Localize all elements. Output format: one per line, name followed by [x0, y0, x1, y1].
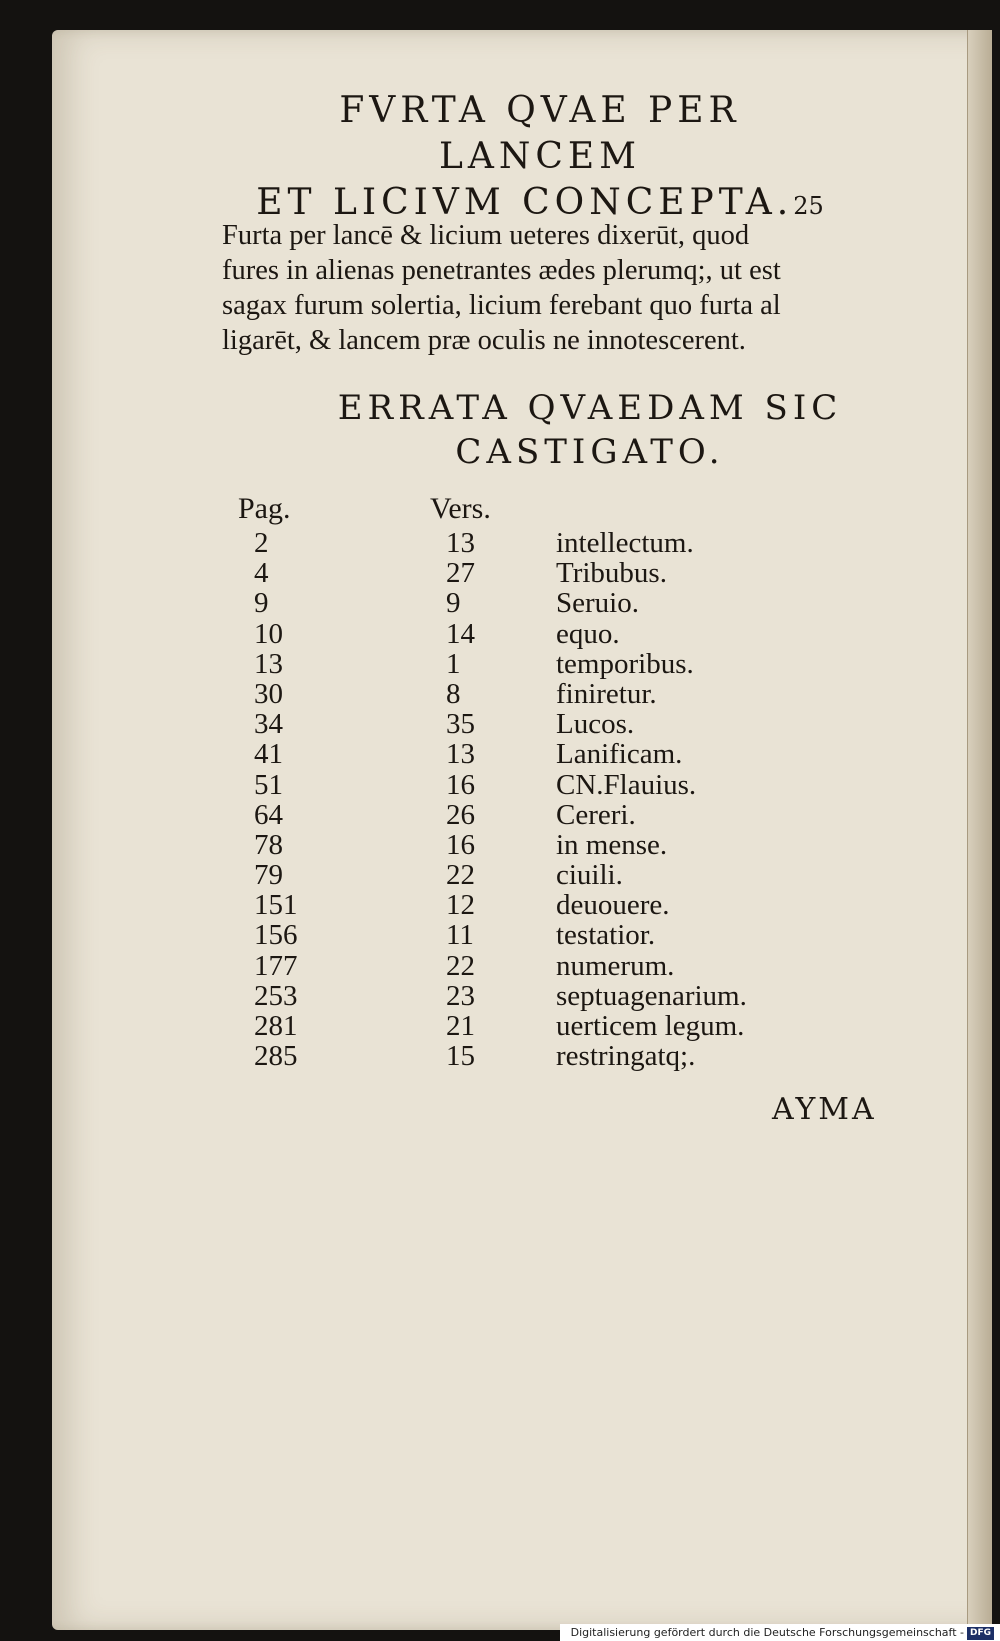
errata-row: [230, 860, 870, 890]
correction: temporibus.: [556, 647, 694, 680]
correction: numerum.: [556, 949, 675, 982]
page-number: 4: [254, 557, 269, 590]
verse-number: 1: [446, 647, 461, 680]
correction: ciuili.: [556, 859, 623, 892]
verse-number: 14: [446, 617, 475, 650]
heading-line-1: FVRTA QVAE PER LANCEM: [339, 90, 741, 177]
correction: uerticem legum.: [556, 1010, 745, 1042]
page-number: 151: [254, 889, 298, 922]
correction: Seruio.: [556, 587, 639, 620]
verse-number: 8: [446, 677, 461, 710]
verse-number: 13: [446, 527, 475, 559]
verse-number: 16: [446, 768, 475, 801]
correction: testatior.: [556, 919, 656, 952]
page-number: 285: [254, 1040, 298, 1073]
catchword: AYMA: [772, 1092, 877, 1127]
correction: deuouere.: [556, 889, 670, 922]
correction: Tribubus.: [556, 557, 667, 590]
page-number: 253: [254, 979, 298, 1012]
errata-row: [230, 981, 870, 1011]
correction: restringatq;.: [556, 1040, 696, 1073]
page-number: 41: [254, 738, 283, 771]
errata-row: [230, 1041, 870, 1071]
correction: Cereri.: [556, 798, 636, 831]
correction: equo.: [556, 617, 620, 650]
verse-number: 13: [446, 738, 475, 771]
page-number: 34: [254, 708, 283, 741]
correction: Lanificam.: [556, 738, 683, 771]
errata-row: [230, 649, 870, 679]
verse-number: 12: [446, 889, 475, 922]
errata-heading-line-2: CASTIGATO.: [455, 432, 725, 472]
correction: in mense.: [556, 828, 668, 861]
verse-number: 22: [446, 949, 475, 982]
page-number: 2: [254, 527, 269, 559]
errata-row: [230, 890, 870, 920]
errata-row: [230, 770, 870, 800]
page-number: 10: [254, 617, 283, 650]
errata-heading-line-1: ERRATA QVAEDAM SIC: [337, 388, 843, 428]
errata-row: [230, 830, 870, 860]
correction: septuagenarium.: [556, 979, 747, 1012]
errata-heading: [300, 386, 880, 474]
page-number: 156: [254, 919, 298, 952]
dfg-logo: DFG: [967, 1627, 994, 1640]
paragraph-line: fures in alienas penetrantes ædes plerumq;, ut est: [222, 255, 781, 286]
verse-number: 21: [446, 1010, 475, 1042]
page-number: 51: [254, 768, 283, 801]
column-header-vers: Vers.: [430, 492, 491, 525]
errata-row: [230, 1011, 870, 1041]
paragraph-line: sagax furum solertia, licium ferebant quo furta al: [222, 290, 781, 321]
page-number: 177: [254, 949, 298, 982]
page-number: 281: [254, 1010, 298, 1042]
page-number: 64: [254, 798, 283, 831]
page-number: 30: [254, 677, 283, 710]
correction: intellectum.: [556, 527, 694, 559]
credit-text: Digitalisierung gefördert durch die Deutsche Forschungsgemeinschaft -: [570, 1626, 964, 1639]
correction: Lucos.: [556, 708, 635, 741]
page-number: 78: [254, 828, 283, 861]
page-number: 9: [254, 587, 269, 620]
verse-number: 16: [446, 828, 475, 861]
digitization-credit: [560, 1624, 1000, 1641]
errata-row: [230, 619, 870, 649]
errata-row: [230, 920, 870, 950]
page-number: 13: [254, 647, 283, 680]
errata-row: [230, 739, 870, 769]
errata-row: [230, 588, 870, 618]
verse-number: 26: [446, 798, 475, 831]
verse-number: 35: [446, 708, 475, 741]
column-header-pag: Pag.: [238, 492, 291, 525]
verse-number: 15: [446, 1040, 475, 1073]
verse-number: 23: [446, 979, 475, 1012]
folio-number: 25: [793, 192, 824, 220]
page-edge: [967, 30, 992, 1630]
verse-number: 9: [446, 587, 461, 620]
section-heading-furta: [240, 88, 840, 229]
correction: finiretur.: [556, 677, 657, 710]
errata-row: [230, 800, 870, 830]
verse-number: 22: [446, 859, 475, 892]
page-number: 79: [254, 859, 283, 892]
heading-line-2-text: ET LICIVM CONCEPTA.: [256, 182, 794, 223]
errata-row: [230, 528, 870, 558]
errata-row: [230, 679, 870, 709]
paragraph-line: Furta per lancē & licium ueteres dixerūt, quod: [222, 220, 750, 251]
errata-row: [230, 951, 870, 981]
errata-row: [230, 558, 870, 588]
verse-number: 27: [446, 557, 475, 590]
paragraph-line: ligarēt, & lancem præ oculis ne innotescerent.: [222, 325, 746, 356]
correction: CN.Flauius.: [556, 768, 697, 801]
errata-table: [230, 528, 870, 1071]
body-paragraph: [222, 218, 902, 358]
verse-number: 11: [446, 919, 474, 952]
errata-row: [230, 709, 870, 739]
